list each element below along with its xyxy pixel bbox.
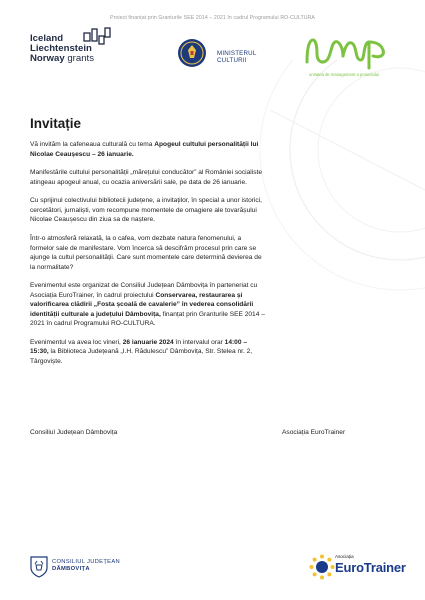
- grants-line-norway: Norway: [30, 53, 65, 64]
- event-time: 14:00 – 15:30,: [30, 338, 248, 356]
- signature-right: Asociația EuroTrainer: [282, 429, 346, 436]
- consiliu-line-1: CONSILIUL JUDEȚEAN: [52, 559, 120, 565]
- paragraph-3: Cu sprijinul colectivului bibliotecii județene, a invitaților, în special a unor istorici, cercetători, jurnaliști, vom recompune momentele de omagiere ale tovarășului Nicolae Ceaușescu din ziua sa de naștere.: [30, 197, 262, 224]
- eurotrainer-small: Asociația: [335, 554, 354, 559]
- decorative-arcs: [250, 60, 425, 330]
- ministry-name: MINISTERUL CULTURII: [217, 50, 257, 64]
- p5-funding: finanțat prin Granturile SEE 2014 – 2021 în cadrul Programului RO-CULTURA.: [30, 310, 265, 328]
- paragraph-5: [30, 281, 265, 329]
- grants-line-liechtenstein: Liechtenstein: [30, 43, 92, 54]
- invitation-body: [30, 140, 265, 376]
- paragraph-2: Manifestările cultului personalității „mărețului conducător” al României socialiste atingeau apogeul anual, cu ocazia aniversării sale, pe data de 26 ianuarie.: [30, 169, 262, 186]
- event-location: la Biblioteca Județeană „I.H. Rădulescu” Dâmbovița, Str. Stelea nr. 2, Târgoviște.: [30, 348, 253, 365]
- p6-text: Evenimentul va avea loc vineri,: [30, 338, 123, 346]
- grants-mark-icon: [82, 27, 112, 49]
- page-title: Invitație: [30, 116, 82, 131]
- p6-text-2: în intervalul orar: [173, 338, 225, 346]
- deer-crest-icon: [30, 556, 48, 578]
- consiliul-text: [52, 559, 120, 573]
- paragraph-4: Într-o atmosferă relaxată, la o cafea, vom dezbate natura fenomenului, a formelor sale de manifestare. Vom încerca să descifrăm procesul prin care se ajunge la cultul personalității. Care sunt momentele care determină devierea de la normalitate?: [30, 235, 262, 271]
- ump-logo: [303, 34, 403, 86]
- event-date: 26 ianuarie 2024: [122, 338, 174, 346]
- p5-text: Evenimentul este organizat de Consiliul Județean Dâmbovița în parteneriat cu Asociația EuroTrainer, în cadrul proiectului: [30, 282, 258, 299]
- iceland-liechtenstein-norway-grants-logo: [30, 27, 112, 79]
- grants-line-grants: grants: [67, 53, 94, 64]
- eurotrainer-logo: [309, 550, 405, 584]
- funding-note: Proiect finanțat prin Granturile SEE 2014 – 2021 în cadrul Programului RO-CULTURA: [110, 15, 315, 21]
- paragraph-1: [30, 140, 265, 159]
- paragraph-6: [30, 338, 265, 367]
- p1-theme: Apogeul cultului personalității lui Nicolae Ceaușescu – 26 ianuarie.: [30, 141, 259, 158]
- eurotrainer-star-icon: [309, 554, 335, 580]
- eurotrainer-name: EuroTrainer: [335, 560, 406, 575]
- ministry-of-culture-logo: [177, 38, 287, 68]
- p1-text: Vă invităm la cafeneaua culturală cu tema: [30, 141, 155, 148]
- government-seal-icon: [177, 38, 207, 68]
- signature-left: Consiliul Județean Dâmbovița: [30, 429, 118, 436]
- p5-project-name: Conservarea, restaurarea și valorificarea clădirii „Fosta școală de cavalerie” în vederea consolidării identității culturale a județului Dâmbovița,: [30, 291, 254, 318]
- grants-line-iceland: Iceland: [30, 33, 64, 44]
- consiliul-judetean-logo: [30, 556, 140, 582]
- ump-caption: unitatea de management a proiectului: [309, 72, 380, 77]
- consiliu-line-2: DÂMBOVIȚA: [52, 566, 90, 572]
- ump-mark-icon: [303, 34, 403, 70]
